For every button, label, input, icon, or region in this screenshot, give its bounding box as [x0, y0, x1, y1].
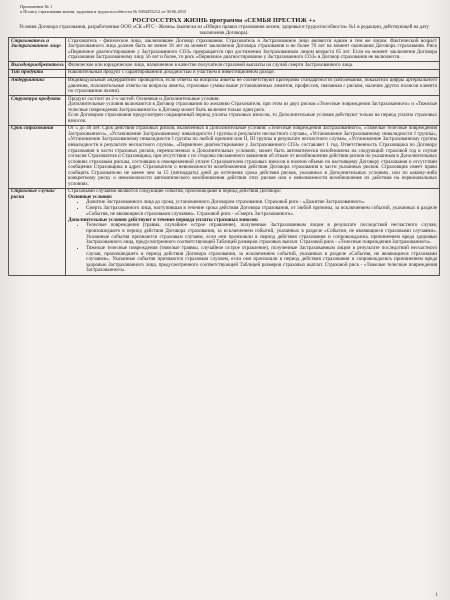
extra-conditions-title: Дополнительные условия действуют в течение периода уплаты страховых взносов:	[68, 216, 259, 223]
row-paragraph: От 5 до 40 лет. Срок действия страховых рисков, включенных в Дополнительные условия: «Телесные повреждения Застрахованного», «Тяжелые телесные повреждения Застрахованного», «Установление Застрахованному инвалидности I группы в результате несчастного случая», «Установление Застрахованному инвалидности I группы», «Установление Застрахованному инвалидности I группы по любой причине или II, III группы в результате несчастного случая», «Установление Застрахованному группы инвалидности в результате несчастного случая», «Первичное диагностирование у Застрахованного СОЗ» составляет 1 год. Ответственность Страховщика по Договору страхования в части страховых рисков, перечисленных в Дополнительных условиях, может быть автоматически возобновлена на следующий страховой год в случае согласия Страхователя и Страховщика, при отсутствии с их стороны письменного заявления об отказе от возобновления действия рисков по указанным в Дополнительных условиях страховым рискам, состоящим в своевременной уплате Страхователем страховых взносов в полном объеме по настоящему Договору страхования и отсутствии сообщения Страховщика в адрес Страхователя о невозможности возобновления действия Договора страхования в части указанных рисков. Страховщик имеет право сообщить Страхователю не менее чем за 15 (пятнадцать) дней до истечения срока действия рисков, указанных в Дополнительных условиях, или по какому-либо конкретному риску о невозможности автоматического возобновления действия этих рисков или о невозможности возобновления их действия на первоначальных условиях.	[68, 125, 437, 187]
list-item: • Телесные повреждения (травма, случайное острое отравление), полученные Застрахованным лицом в результате последствий несчастного случая, произошедшего в период действия Договора страхования, за исключением событий, указанных в разделе «События, не являющиеся страховыми случаями». Указанные события признаются страховым случаем, если они произошли в период действия страхования и сопровождались причинением вреда здоровью Застрахованного лица, предусмотренного соответствующей Таблицей размеров страховых выплат. Страховой риск - «Телесные повреждения Застрахованного».	[86, 223, 437, 245]
row-key: Срок страхования	[9, 125, 66, 188]
table-row	[9, 96, 440, 126]
document-header	[20, 4, 440, 14]
row-key-risks: Страховые случаи/риски	[9, 188, 66, 275]
table-row	[9, 125, 440, 188]
row-value	[66, 38, 440, 62]
intro-text: Условия Договора страхования, разработанные ООО «СК «РГС - Жизнь» (выписка из «Общих правил страхования жизни, здоровья и трудоспособности» №1 в редакции, действующей на дату заключения Договора).	[19, 25, 429, 36]
row-key: Тип продукта	[9, 69, 66, 77]
row-value	[66, 96, 440, 126]
row-key: Структура продукта	[9, 96, 66, 126]
conditions-table	[8, 37, 440, 275]
policy-reference: к Полису страхования жизни, здоровья и трудоспособности № 5004293212 от 30.06.2015	[20, 9, 187, 15]
row-paragraph: Страхователь - физическое лицо, заключившее Договор страхования. Страхователь и Застрахованное лицо являются одним и тем же лицом. Фактический возраст Застрахованного лица должен быть не менее 18 лет на момент заключения Договора страхования и не более 70 лет на момент окончания Договора страхования. Риск «Первичное диагностирование у Застрахованного СОЗ» прекращается при достижении Застрахованным лицом возраста 65 лет. Если на момент заключения Договора страхования Застрахованному лицу 56 лет и более, то риск «Первичное диагностирование у Застрахованного СОЗ» в Договор страхования не включается.	[68, 37, 437, 61]
row-key: Страхователь и Застрахованное лицо	[9, 38, 66, 62]
conditions-table-body	[9, 38, 440, 275]
list-item: • Дожитие Застрахованного лица до срока, установленного Договором страхования. Страховой риск - «Дожитие Застрахованного».	[86, 200, 437, 206]
table-row	[9, 77, 440, 96]
row-key: Андеррайтинг	[9, 77, 66, 96]
extra-conditions-list	[68, 223, 437, 273]
row-paragraph: Если Договором страхования предусмотрен сокращенный период уплаты страховых взносов, то Дополнительные условия действуют только на период уплаты страховых взносов.	[68, 112, 437, 124]
row-key: Выгодоприобретатель	[9, 62, 66, 70]
page-number: 1	[435, 593, 438, 598]
row-paragraph: Дополнительные условия включаются в Договор страхования по желанию Страхователя, при этом из двух рисков «Телесные повреждения Застрахованного» и «Тяжелые телесные повреждения Застрахованного» в Договор может быть включен только один риск.	[68, 101, 437, 113]
list-item: • Тяжелые телесные повреждения (тяжелые травмы, случайное острое отравление), полученные Застрахованным лицом в результате последствий несчастного случая, произошедшего в период действия Договора страхования, за исключением событий, указанных в разделе «События, не являющиеся страховыми случаями». Указанные события признаются страховым случаем, если они произошли в период действия страхования и сопровождались причинением вреда здоровью Застрахованного лица, предусмотренного соответствующей Таблицей размеров страховых выплат. Страховой риск - «Тяжелые телесные повреждения Застрахованного».	[86, 246, 437, 274]
basic-conditions-title: Основные условия:	[68, 193, 113, 200]
list-item: • Смерть Застрахованного лица, наступившая в течение срока действия Договора страхования, от любой причины, за исключением событий, указанных в разделе «События, не являющиеся страховыми случаями». Страховой риск - «Смерть Застрахованного».	[86, 206, 437, 217]
row-value	[66, 77, 440, 96]
table-row-risks	[9, 188, 440, 275]
row-value-risks	[66, 188, 440, 275]
appendix-label: Приложение № 1	[20, 4, 53, 9]
row-paragraph: Физическое или юридическое лицо, назначенное в качестве получателя страховой выплаты на случай смерти Застрахованного лица.	[68, 61, 354, 68]
row-paragraph: Накопительный продукт с гарантированной доходностью и участием в инвестиционном доходе.	[68, 69, 275, 76]
row-value	[66, 125, 440, 188]
table-row	[9, 69, 440, 77]
risks-intro: Страховыми случаями являются следующие события, произошедшие в период действия Договора:	[68, 188, 282, 195]
row-paragraph: Индивидуальный андеррайтинг проводится, если ответы на вопросы анкеты не соответствуют критериям стандартности (заболевания, показатели цифры артериального давления, положительные ответы на вопросы анкеты, страховые суммы выше установленных лимитов, профессия, связанная с риском, наличие других полисов клиента по страхованию жизни).	[68, 77, 437, 95]
row-paragraph: Продукт состоит из 2-х частей: Основные и Дополнительные условия.	[68, 95, 220, 102]
program-title: РОСГОССТРАХ ЖИЗНЬ программа «СЕМЬЯ ПРЕСТИЖ +»	[132, 17, 316, 25]
row-value	[66, 69, 440, 77]
basic-conditions-list	[68, 200, 437, 217]
table-row	[9, 38, 440, 62]
